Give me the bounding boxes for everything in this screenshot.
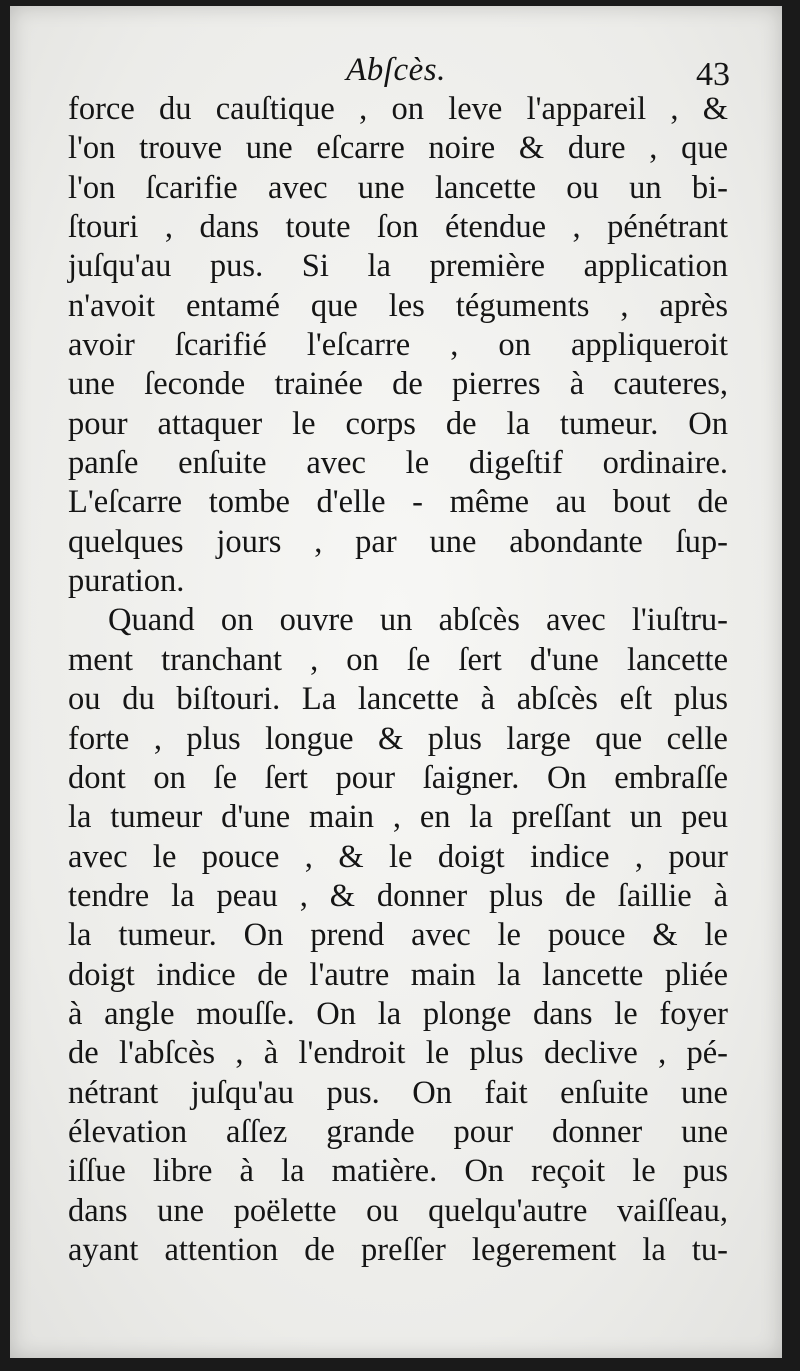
text-line: de l'abſcès , à l'endroit le plus declive , pé- xyxy=(68,1035,728,1072)
text-line: la tumeur. On prend avec le pouce & le xyxy=(68,917,728,954)
text-line: ment tranchant , on ſe ſert d'une lancette xyxy=(68,641,728,678)
text-line: la tumeur d'une main , en la preſſant un peu xyxy=(68,799,728,836)
text-line: n'avoit entamé que les téguments , après xyxy=(68,287,728,324)
text-line: l'on ſcarifie avec une lancette ou un bi- xyxy=(68,169,728,206)
text-line: dans une poëlette ou quelqu'autre vaiſſeau, xyxy=(68,1192,728,1229)
paragraph xyxy=(68,601,728,1270)
body-text xyxy=(68,90,728,1270)
text-line: juſqu'au pus. Si la première application xyxy=(68,248,728,285)
text-line: iſſue libre à la matière. On reçoit le pus xyxy=(68,1153,728,1190)
text-line: quelques jours , par une abondante ſup- xyxy=(68,523,728,560)
text-line: avoir ſcarifié l'eſcarre , on appliqueroit xyxy=(68,327,728,364)
text-line: à angle mouſſe. On la plonge dans le foyer xyxy=(68,995,728,1032)
text-line: forte , plus longue & plus large que celle xyxy=(68,720,728,757)
text-line: L'eſcarre tombe d'elle - même au bout de xyxy=(68,484,728,521)
text-line: Quand on ouvre un abſcès avec l'iuſtru- xyxy=(108,602,728,639)
running-title: Abſcès. xyxy=(346,52,446,88)
paragraph xyxy=(68,90,728,601)
text-line: puration. xyxy=(68,563,185,600)
text-line: ou du biſtouri. La lancette à abſcès eſt plus xyxy=(68,681,728,718)
text-line: dont on ſe ſert pour ſaigner. On embraſſe xyxy=(68,759,728,796)
text-line: une ſeconde trainée de pierres à cauteres, xyxy=(68,366,728,403)
text-line: l'on trouve une eſcarre noire & dure , que xyxy=(68,130,728,167)
text-line: nétrant juſqu'au pus. On fait enſuite une xyxy=(68,1074,728,1111)
page-number: 43 xyxy=(696,56,730,93)
text-line: ayant attention de preſſer legerement la tu- xyxy=(68,1231,728,1268)
text-line: tendre la peau , & donner plus de ſaillie à xyxy=(68,877,728,914)
text-line: élevation aſſez grande pour donner une xyxy=(68,1113,728,1150)
text-line: doigt indice de l'autre main la lancette pliée xyxy=(68,956,728,993)
text-line: force du cauſtique , on leve l'appareil , & xyxy=(68,91,728,127)
text-line: avec le pouce , & le doigt indice , pour xyxy=(68,838,728,875)
text-line: panſe enſuite avec le digeſtif ordinaire. xyxy=(68,445,728,482)
text-line: pour attaquer le corps de la tumeur. On xyxy=(68,405,728,442)
text-line: ſtouri , dans toute ſon étendue , pénétrant xyxy=(68,209,728,246)
book-page xyxy=(10,6,782,1358)
